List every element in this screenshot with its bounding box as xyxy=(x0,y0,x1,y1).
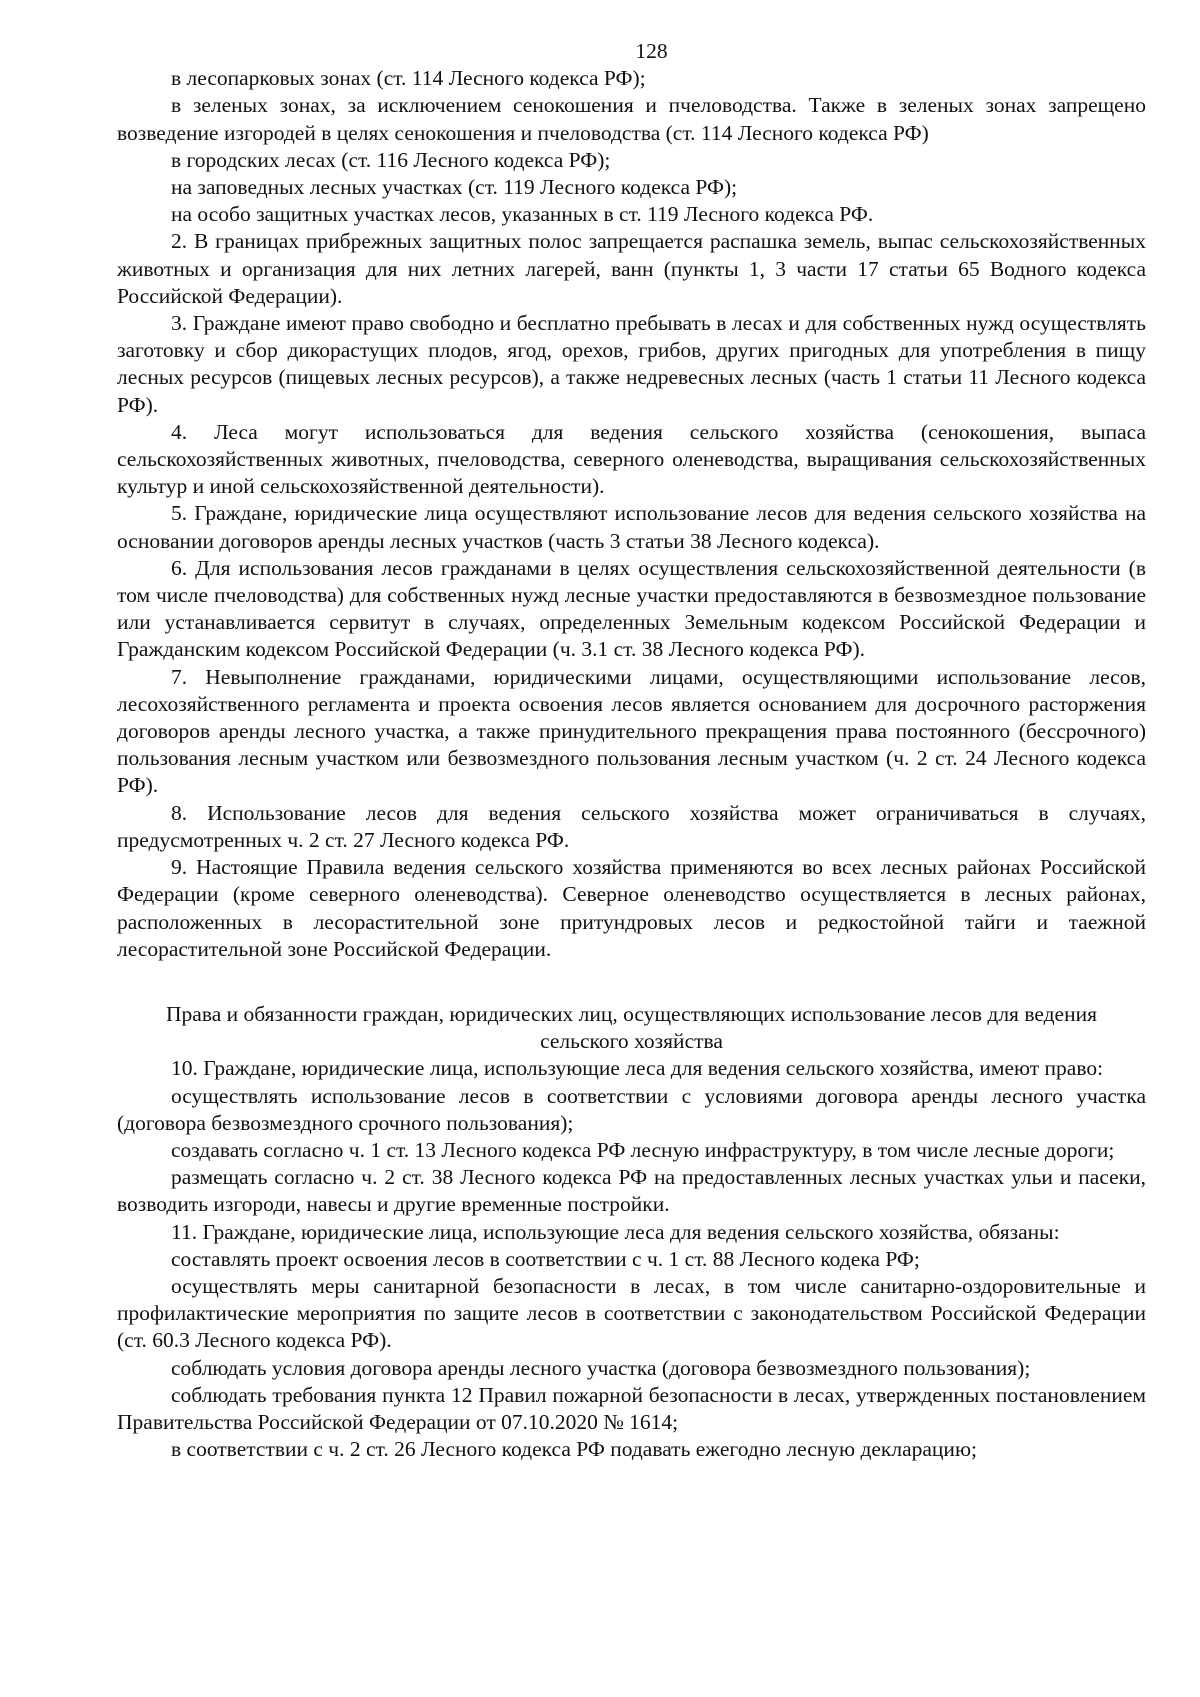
page-number: 128 xyxy=(635,39,668,63)
paragraph: в городских лесах (ст. 116 Лесного кодекса РФ); xyxy=(171,147,611,172)
section-heading: Права и обязанности граждан, юридических лиц, осуществляющих использование лесов для ведения сельского хозяйства xyxy=(166,1001,1097,1054)
paragraph: 11. Граждане, юридические лица, использующие леса для ведения сельского хозяйства, обязаны: xyxy=(171,1219,1060,1244)
paragraph: 3. Граждане имеют право свободно и бесплатно пребывать в лесах и для собственных нужд осуществлять заготовку и сбор дикорастущих плодов, ягод, орехов, грибов, других пригодных для употребления в пищу лесных ресурсов (пищевых лесных ресурсов), а также недревесных лесных (часть 1 статьи 11 Лесного кодекса РФ). xyxy=(117,311,1146,417)
paragraph: размещать согласно ч. 2 ст. 38 Лесного кодекса РФ на предоставленных лесных участках ульи и пасеки, возводить изгороди, навесы и другие временные постройки. xyxy=(117,1165,1146,1217)
paragraph: в лесопарковых зонах (ст. 114 Лесного кодекса РФ); xyxy=(171,66,646,91)
paragraph: в соответствии с ч. 2 ст. 26 Лесного кодекса РФ подавать ежегодно лесную декларацию; xyxy=(171,1437,977,1462)
paragraph: на заповедных лесных участках (ст. 119 Лесного кодекса РФ); xyxy=(171,175,738,200)
paragraph: соблюдать требования пункта 12 Правил пожарной безопасности в лесах, утвержденных постановлением Правительства Российской Федерации от 07.10.2020 № 1614; xyxy=(117,1382,1146,1434)
paragraph: 5. Граждане, юридические лица осуществляют использование лесов для ведения сельского хозяйства на основании договоров аренды лесных участков (часть 3 статьи 38 Лесного кодекса). xyxy=(117,501,1146,553)
paragraph: 6. Для использования лесов гражданами в целях осуществления сельскохозяйственной деятельности (в том числе пчеловодства) для собственных нужд лесные участки предоставляются в безвозмездное пользование или устанавливается сервитут в случаях, определенных Земельным кодексом Российской Федерации и Гражданским кодексом Российской Федерации (ч. 3.1 ст. 38 Лесного кодекса РФ). xyxy=(117,555,1146,662)
paragraph: осуществлять использование лесов в соответствии с условиями договора аренды лесного участка (договора безвозмездного срочного пользования); xyxy=(117,1083,1146,1135)
paragraph: 7. Невыполнение гражданами, юридическими лицами, осуществляющими использование лесов, лесохозяйственного регламента и проекта освоения лесов является основанием для досрочного расторжения договоров аренды лесного участка, а также принудительного прекращения права постоянного (бессрочного) пользования лесным участком или безвозмездного пользования лесным участком (ч. 2 ст. 24 Лесного кодекса РФ). xyxy=(117,664,1146,798)
paragraph: создавать согласно ч. 1 ст. 13 Лесного кодекса РФ лесную инфраструктуру, в том числе лесные дороги; xyxy=(171,1137,1115,1162)
paragraph: осуществлять меры санитарной безопасности в лесах, в том числе санитарно-оздоровительные и профилактические мероприятия по защите лесов в соответствии с законодательством Российской Федерации (ст. 60.3 Лесного кодекса РФ). xyxy=(117,1273,1146,1353)
paragraph: 10. Граждане, юридические лица, использующие леса для ведения сельского хозяйства, имеют право: xyxy=(171,1056,1104,1081)
paragraph: составлять проект освоения лесов в соответствии с ч. 1 ст. 88 Лесного кодека РФ; xyxy=(171,1246,920,1271)
paragraph: 2. В границах прибрежных защитных полос запрещается распашка земель, выпас сельскохозяйственных животных и организация для них летних лагерей, ванн (пункты 1, 3 части 17 статьи 65 Водного кодекса Российской Федерации). xyxy=(117,229,1146,308)
paragraph: 4. Леса могут использоваться для ведения сельского хозяйства (сенокошения, выпаса сельскохозяйственных животных, пчеловодства, северного оленеводства, выращивания сельскохозяйственных культур и иной сельскохозяйственной деятельности). xyxy=(117,419,1146,499)
paragraph: соблюдать условия договора аренды лесного участка (договора безвозмездного пользования); xyxy=(171,1355,1031,1380)
paragraph: 9. Настоящие Правила ведения сельского хозяйства применяются во всех лесных районах Российской Федерации (кроме северного оленеводства). Северное оленеводство осуществляется в лесных районах, расположенных в лесорастительной зоне притундровых лесов и редкостойной тайги и таежной лесорастительной зоне Российской Федерации. xyxy=(117,855,1146,961)
paragraph: на особо защитных участках лесов, указанных в ст. 119 Лесного кодекса РФ. xyxy=(171,202,874,227)
paragraph: 8. Использование лесов для ведения сельского хозяйства может ограничиваться в случаях, предусмотренных ч. 2 ст. 27 Лесного кодекса РФ. xyxy=(117,800,1146,852)
paragraph: в зеленых зонах, за исключением сенокошения и пчеловодства. Также в зеленых зонах запрещено возведение изгородей в целях сенокошения и пчеловодства (ст. 114 Лесного кодекса РФ) xyxy=(117,93,1146,145)
